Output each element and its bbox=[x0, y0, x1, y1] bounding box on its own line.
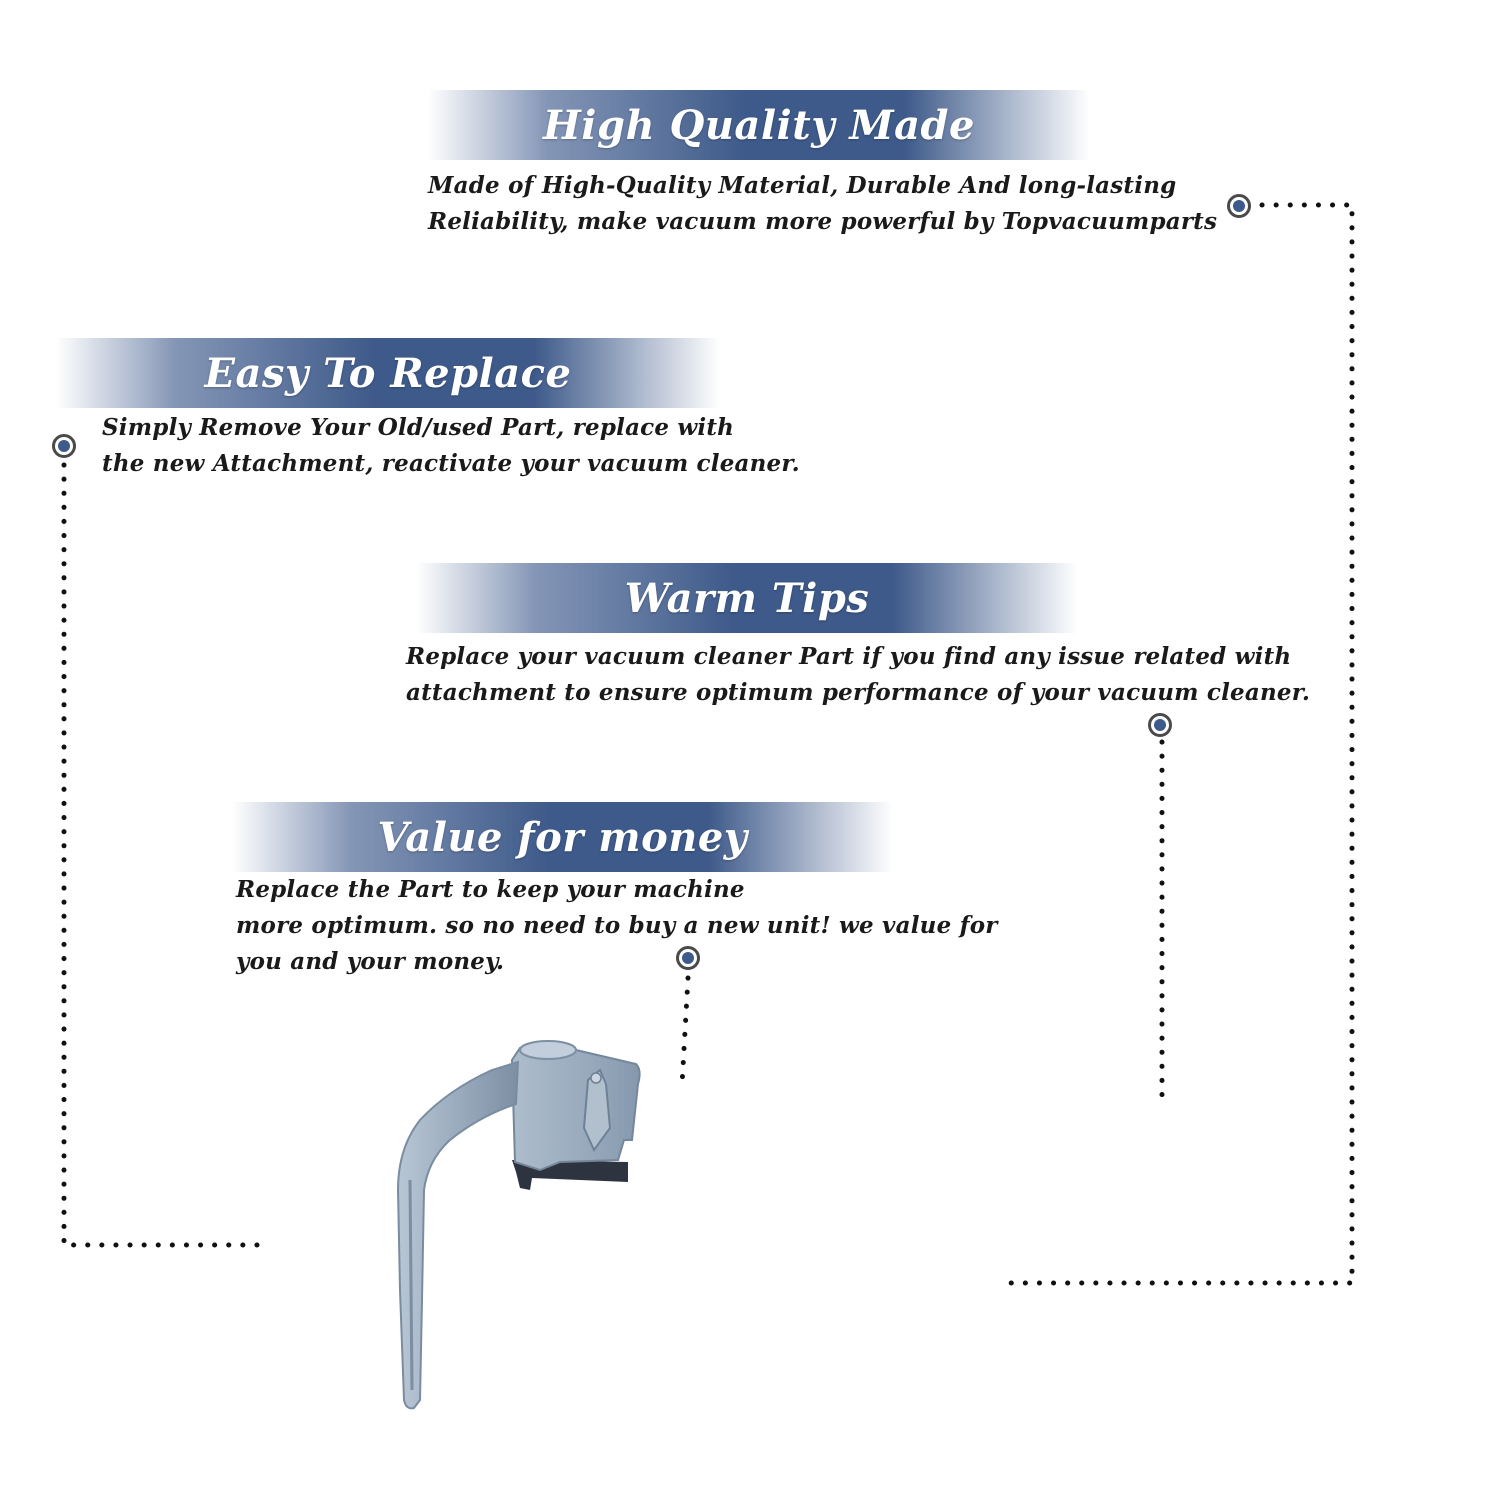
desc-line: Replace your vacuum cleaner Part if you find any issue related with bbox=[406, 643, 1292, 670]
desc-line: more optimum. so no need to buy a new unit! we value for bbox=[236, 912, 998, 939]
desc-line: Made of High-Quality Material, Durable And long-lasting bbox=[428, 172, 1177, 199]
desc-line: you and your money. bbox=[236, 948, 505, 975]
desc-line: attachment to ensure optimum performance of your vacuum cleaner. bbox=[406, 679, 1311, 706]
desc-line: Simply Remove Your Old/used Part, replace with bbox=[102, 414, 735, 441]
part-block bbox=[512, 1044, 640, 1170]
desc-line: Replace the Part to keep your machine bbox=[236, 876, 745, 903]
desc-line: Reliability, make vacuum more powerful by Topvacuumparts bbox=[428, 208, 1218, 235]
part-arm bbox=[398, 1062, 518, 1408]
banner-title: Warm Tips bbox=[624, 574, 870, 622]
banner-title: High Quality Made bbox=[543, 101, 975, 149]
banner-title: Easy To Replace bbox=[204, 349, 572, 397]
part-cylinder-top bbox=[520, 1041, 576, 1059]
banner-title: Value for money bbox=[377, 813, 748, 861]
desc-line: the new Attachment, reactivate your vacuum cleaner. bbox=[102, 450, 800, 477]
